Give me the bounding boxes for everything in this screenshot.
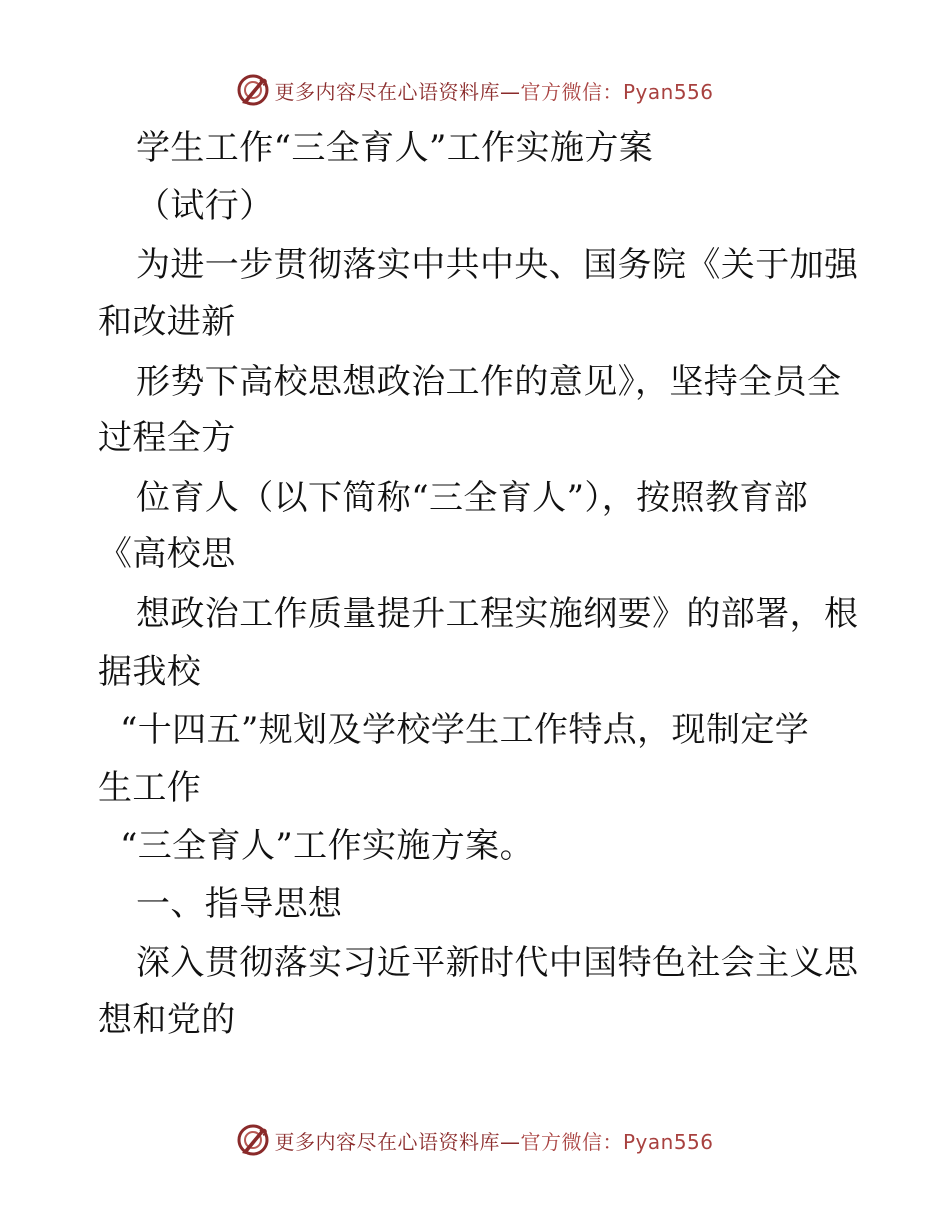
watermark-wechat-label: 官方微信： (520, 79, 623, 104)
paragraph-line: 《高校思 (98, 534, 236, 574)
watermark-separator: — (499, 1129, 521, 1154)
watermark-text (274, 76, 713, 105)
watermark-separator: — (499, 79, 521, 104)
paragraph-line: 据我校 (98, 652, 202, 692)
watermark-site-text: 更多内容尽在心语资料库 (274, 79, 500, 104)
paragraph-line: 想政治工作质量提升工程实施纲要》的部署，根 (136, 594, 859, 634)
paragraph-line: “三全育人”工作实施方案。 (120, 826, 534, 866)
paragraph-line: 位育人（以下简称“三全育人”），按照教育部 (136, 478, 809, 518)
watermark-banner-top (0, 70, 950, 110)
paragraph-line: 深入贯彻落实习近平新时代中国特色社会主义思 (136, 943, 859, 983)
watermark-text (274, 1126, 713, 1155)
section-heading: 一、指导思想 (136, 884, 343, 924)
quill-logo-icon (236, 73, 270, 107)
quill-logo-icon (236, 1123, 270, 1157)
paragraph-line: 形势下高校思想政治工作的意见》，坚持全员全 (136, 362, 842, 402)
document-title: 学生工作“三全育人”工作实施方案 (136, 128, 654, 168)
watermark-banner-bottom (0, 1120, 950, 1160)
paragraph-line: 和改进新 (98, 302, 236, 342)
watermark-site-text: 更多内容尽在心语资料库 (274, 1129, 500, 1154)
paragraph-line: 为进一步贯彻落实中共中央、国务院《关于加强 (136, 245, 859, 285)
watermark-wechat-id: Pyan556 (622, 79, 714, 104)
document-subtitle: （试行） (136, 186, 274, 226)
paragraph-line: 生工作 (98, 768, 202, 808)
paragraph-line: 想和党的 (98, 1000, 236, 1040)
watermark-wechat-label: 官方微信： (520, 1129, 623, 1154)
paragraph-line: 过程全方 (98, 418, 236, 458)
watermark-wechat-id: Pyan556 (622, 1129, 714, 1154)
paragraph-line: “十四五”规划及学校学生工作特点，现制定学 (120, 710, 810, 750)
